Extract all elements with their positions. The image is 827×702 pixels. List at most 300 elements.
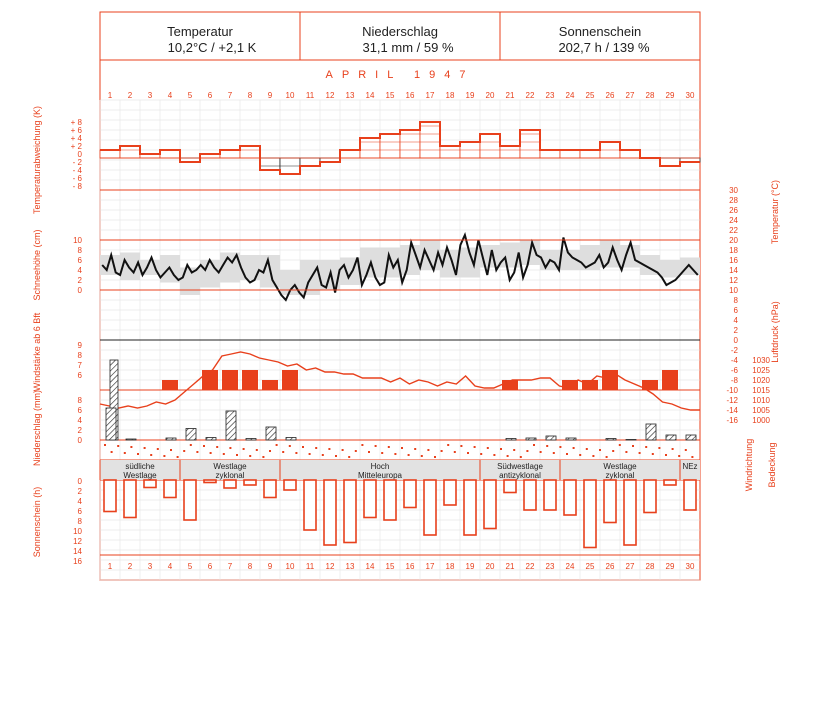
precipitation-bar bbox=[206, 438, 216, 441]
wind-direction-mark bbox=[295, 452, 297, 454]
day-label: 9 bbox=[267, 562, 273, 571]
sunshine-bar bbox=[164, 480, 176, 498]
precipitation-bar bbox=[286, 438, 296, 441]
wind-direction-mark bbox=[177, 456, 179, 458]
sunshine-bar bbox=[404, 480, 416, 508]
weather-type-label: Westlage bbox=[603, 462, 637, 471]
temp-deviation-bar bbox=[120, 146, 140, 158]
precipitation-bar bbox=[126, 439, 136, 440]
temperature-tick: 6 bbox=[733, 306, 738, 315]
temp-deviation-tick: - 4 bbox=[72, 166, 82, 175]
weather-type-label: zyklonal bbox=[605, 471, 635, 480]
day-label: 20 bbox=[485, 562, 495, 571]
temp-deviation-tick: + 2 bbox=[70, 142, 82, 151]
precipitation-bar bbox=[606, 439, 616, 441]
wind-direction-mark bbox=[672, 448, 674, 450]
snow-depth-tick: 0 bbox=[77, 286, 82, 295]
wind-direction-mark bbox=[652, 453, 654, 455]
day-label: 20 bbox=[485, 91, 495, 100]
weather-type-label: antizyklonal bbox=[499, 471, 541, 480]
wind-force-tick: 6 bbox=[77, 371, 82, 380]
wind-direction-mark bbox=[599, 449, 601, 451]
temp-deviation-tick: - 8 bbox=[72, 182, 82, 191]
snow-depth-tick: 6 bbox=[77, 256, 82, 265]
day-label: 7 bbox=[227, 562, 233, 571]
precipitation-bar bbox=[666, 435, 676, 440]
pressure-axis-label: Luftdruck (hPa) bbox=[770, 301, 780, 363]
temperature-range-bar bbox=[660, 260, 680, 278]
day-label: 29 bbox=[665, 91, 675, 100]
wind-direction-mark bbox=[328, 448, 330, 450]
wind-direction-mark bbox=[216, 446, 218, 448]
temp-deviation-bar bbox=[580, 150, 600, 158]
temperature-tick: 20 bbox=[729, 236, 738, 245]
precipitation-bar bbox=[226, 411, 236, 440]
precipitation-axis-label: Niederschlag (mm) bbox=[32, 389, 42, 467]
temp-deviation-bar bbox=[480, 134, 500, 158]
wind-direction-mark bbox=[454, 451, 456, 453]
day-label: 17 bbox=[425, 562, 435, 571]
sunshine-axis-label: Sonnenschein (h) bbox=[32, 486, 42, 558]
temperature-range-bar bbox=[200, 260, 220, 288]
pressure-tick: 1015 bbox=[752, 386, 770, 395]
wind-direction-mark bbox=[302, 446, 304, 448]
day-label: 14 bbox=[365, 91, 375, 100]
sunshine-bar bbox=[684, 480, 696, 510]
wind-direction-mark bbox=[401, 447, 403, 449]
wind-direction-mark bbox=[427, 449, 429, 451]
wind-direction-mark bbox=[111, 451, 113, 453]
day-label: 22 bbox=[525, 562, 535, 571]
temp-deviation-tick: + 4 bbox=[70, 134, 82, 143]
sunshine-bar bbox=[504, 480, 516, 493]
day-label: 30 bbox=[685, 562, 695, 571]
temperature-tick: 14 bbox=[729, 266, 738, 275]
wind-direction-mark bbox=[487, 447, 489, 449]
wind-force-tick: 9 bbox=[77, 341, 82, 350]
temperature-range-bar bbox=[180, 268, 200, 296]
temp-deviation-axis-label: Temperaturabweichung (K) bbox=[32, 105, 42, 215]
wind-direction-mark bbox=[645, 446, 647, 448]
wind-direction-mark bbox=[117, 445, 119, 447]
temperature-tick: -12 bbox=[726, 396, 738, 405]
wind-force-bar bbox=[642, 380, 658, 390]
wind-force-tick: 7 bbox=[77, 361, 82, 370]
wind-direction-mark bbox=[678, 455, 680, 457]
temp-deviation-bar bbox=[240, 146, 260, 158]
precipitation-bar bbox=[546, 436, 556, 440]
day-label: 28 bbox=[645, 91, 655, 100]
weather-type-label: Westlage bbox=[213, 462, 247, 471]
sunshine-tick: 16 bbox=[73, 557, 82, 566]
precipitation-value: 31,1 mm / 59 % bbox=[362, 40, 454, 55]
wind-direction-mark bbox=[262, 456, 264, 458]
sunshine-tick: 8 bbox=[77, 517, 82, 526]
temp-deviation-tick: 0 bbox=[77, 150, 82, 159]
day-label: 12 bbox=[325, 562, 335, 571]
wind-direction-mark bbox=[540, 451, 542, 453]
day-label: 5 bbox=[187, 91, 193, 100]
wind-direction-mark bbox=[421, 455, 423, 457]
day-label: 23 bbox=[545, 562, 555, 571]
wind-direction-mark bbox=[500, 448, 502, 450]
day-label: 24 bbox=[565, 91, 575, 100]
sunshine-bar bbox=[444, 480, 456, 505]
temperature-tick: 30 bbox=[729, 186, 738, 195]
temperature-tick: -10 bbox=[726, 386, 738, 395]
day-label: 4 bbox=[167, 91, 173, 100]
wind-direction-mark bbox=[474, 446, 476, 448]
sunshine-tick: 2 bbox=[77, 487, 82, 496]
day-label: 3 bbox=[147, 91, 153, 100]
precipitation-bar bbox=[626, 440, 636, 441]
wind-direction-mark bbox=[289, 445, 291, 447]
day-label: 9 bbox=[267, 91, 273, 100]
temp-deviation-bar bbox=[160, 150, 180, 158]
wind-direction-mark bbox=[447, 444, 449, 446]
sunshine-tick: 12 bbox=[73, 537, 82, 546]
wind-force-axis-label: Windstärke ab 6 Bft bbox=[32, 312, 42, 392]
wind-direction-mark bbox=[368, 451, 370, 453]
temp-deviation-bar bbox=[440, 146, 460, 158]
pressure-tick: 1025 bbox=[752, 366, 770, 375]
wind-direction-mark bbox=[533, 444, 535, 446]
weather-type-label: Südwestlage bbox=[497, 462, 543, 471]
wind-direction-mark bbox=[480, 453, 482, 455]
wind-force-bar bbox=[502, 380, 518, 390]
sunshine-bar bbox=[144, 480, 156, 488]
wind-direction-mark bbox=[229, 447, 231, 449]
day-label: 7 bbox=[227, 91, 233, 100]
weather-type-label: Westlage bbox=[123, 471, 157, 480]
wind-direction-mark bbox=[210, 452, 212, 454]
temperature-tick: -16 bbox=[726, 416, 738, 425]
temperature-tick: 8 bbox=[733, 296, 738, 305]
day-label: 17 bbox=[425, 91, 435, 100]
temp-deviation-bar bbox=[620, 150, 640, 158]
day-label: 14 bbox=[365, 562, 375, 571]
wind-force-bar bbox=[222, 370, 238, 390]
sunshine-bar bbox=[604, 480, 616, 523]
day-label: 8 bbox=[247, 91, 253, 100]
sunshine-bar bbox=[364, 480, 376, 518]
sunshine-bar bbox=[664, 480, 676, 485]
temp-deviation-bar bbox=[220, 150, 240, 158]
sunshine-bar bbox=[464, 480, 476, 535]
wind-direction-mark bbox=[414, 448, 416, 450]
wind-force-tick: 8 bbox=[77, 351, 82, 360]
weather-type-label: zyklonal bbox=[215, 471, 245, 480]
wind-force-bar bbox=[162, 380, 178, 390]
sunshine-bar bbox=[564, 480, 576, 515]
day-label: 18 bbox=[445, 91, 455, 100]
sunshine-bar bbox=[584, 480, 596, 548]
temperature-tick: 26 bbox=[729, 206, 738, 215]
sunshine-bar bbox=[324, 480, 336, 545]
wind-direction-mark bbox=[124, 452, 126, 454]
day-label: 2 bbox=[127, 91, 133, 100]
precipitation-tick: 6 bbox=[77, 406, 82, 415]
day-label: 26 bbox=[605, 562, 615, 571]
wind-direction-mark bbox=[375, 445, 377, 447]
temperature-tick: -4 bbox=[730, 356, 738, 365]
day-label: 5 bbox=[187, 562, 193, 571]
temperature-tick: 2 bbox=[733, 326, 738, 335]
wind-direction-mark bbox=[249, 455, 251, 457]
wind-direction-mark bbox=[137, 453, 139, 455]
weather-type-label: südliche bbox=[125, 462, 155, 471]
wind-direction-mark bbox=[130, 446, 132, 448]
temperature-tick: 18 bbox=[729, 246, 738, 255]
day-label: 21 bbox=[505, 91, 515, 100]
temperature-tick: 0 bbox=[733, 336, 738, 345]
temp-deviation-bar bbox=[100, 150, 120, 158]
wind-direction-mark bbox=[493, 454, 495, 456]
snow-depth-tick: 4 bbox=[77, 266, 82, 275]
temp-deviation-bar bbox=[380, 134, 400, 158]
sunshine-bar bbox=[284, 480, 296, 490]
day-label: 18 bbox=[445, 562, 455, 571]
sunshine-tick: 14 bbox=[73, 547, 82, 556]
sunshine-bar bbox=[224, 480, 236, 488]
wind-direction-mark bbox=[196, 451, 198, 453]
wind-direction-mark bbox=[639, 452, 641, 454]
sunshine-bar bbox=[644, 480, 656, 513]
wind-direction-mark bbox=[223, 453, 225, 455]
wind-direction-mark bbox=[573, 447, 575, 449]
day-label: 27 bbox=[625, 562, 635, 571]
weather-type-label: NEz bbox=[682, 462, 698, 471]
wind-direction-mark bbox=[144, 447, 146, 449]
temperature-tick: 10 bbox=[729, 286, 738, 295]
sunshine-bar bbox=[244, 480, 256, 485]
precipitation-tick: 4 bbox=[77, 416, 82, 425]
wind-direction-mark bbox=[355, 450, 357, 452]
pressure-tick: 1030 bbox=[752, 356, 770, 365]
wind-direction-mark bbox=[256, 449, 258, 451]
sunshine-tick: 4 bbox=[77, 497, 82, 506]
wind-direction-mark bbox=[170, 449, 172, 451]
wind-direction-mark bbox=[526, 450, 528, 452]
sunshine-value: 202,7 h / 139 % bbox=[558, 40, 650, 55]
sunshine-bar bbox=[384, 480, 396, 520]
day-label: 19 bbox=[465, 562, 475, 571]
temp-deviation-tick: - 6 bbox=[72, 174, 82, 183]
day-label: 25 bbox=[585, 562, 595, 571]
temp-deviation-bar bbox=[540, 150, 560, 158]
day-label: 25 bbox=[585, 91, 595, 100]
snow-depth-tick: 10 bbox=[73, 236, 82, 245]
wind-direction-mark bbox=[434, 456, 436, 458]
wind-direction-mark bbox=[342, 449, 344, 451]
right-axis-ticks bbox=[726, 186, 770, 425]
temp-deviation-bar bbox=[340, 150, 360, 158]
precipitation-tick: 0 bbox=[77, 436, 82, 445]
wind-direction-mark bbox=[348, 456, 350, 458]
temperature-tick: -8 bbox=[730, 376, 738, 385]
wind-force-bar bbox=[282, 370, 298, 390]
wind-direction-mark bbox=[183, 450, 185, 452]
pressure-tick: 1010 bbox=[752, 396, 770, 405]
wind-force-bar bbox=[662, 370, 678, 390]
wind-direction-mark bbox=[322, 454, 324, 456]
wind-direction-mark bbox=[625, 451, 627, 453]
sunshine-bar bbox=[264, 480, 276, 498]
precipitation-bar bbox=[186, 429, 196, 441]
wind-direction-mark bbox=[104, 444, 106, 446]
day-label: 19 bbox=[465, 91, 475, 100]
wind-direction-mark bbox=[381, 452, 383, 454]
day-label: 16 bbox=[405, 562, 415, 571]
sunshine-bar bbox=[104, 480, 116, 512]
day-label: 8 bbox=[247, 562, 253, 571]
wind-direction-mark bbox=[467, 452, 469, 454]
day-label: 11 bbox=[305, 562, 315, 571]
wind-direction-mark bbox=[203, 445, 205, 447]
pressure-tick: 1005 bbox=[752, 406, 770, 415]
wind-direction-mark bbox=[566, 453, 568, 455]
temperature-tick: 28 bbox=[729, 196, 738, 205]
day-label: 2 bbox=[127, 562, 133, 571]
wind-direction-mark bbox=[612, 450, 614, 452]
day-label: 27 bbox=[625, 91, 635, 100]
sunshine-bar bbox=[424, 480, 436, 535]
sunshine-bar bbox=[124, 480, 136, 518]
precipitation-bar bbox=[266, 427, 276, 440]
wind-direction-mark bbox=[309, 453, 311, 455]
pressure-tick: 1000 bbox=[752, 416, 770, 425]
temp-deviation-bar bbox=[560, 150, 580, 158]
temperature-tick: -2 bbox=[730, 346, 738, 355]
temp-deviation-bar bbox=[300, 158, 320, 166]
sunshine-bar bbox=[544, 480, 556, 510]
precipitation-bar bbox=[566, 438, 576, 440]
wind-direction-mark bbox=[586, 448, 588, 450]
temp-deviation-tick: + 6 bbox=[70, 126, 82, 135]
left-axis-ticks bbox=[71, 118, 83, 566]
day-label: 23 bbox=[545, 91, 555, 100]
sunshine-bar bbox=[484, 480, 496, 529]
wind-force-bar bbox=[602, 370, 618, 390]
wind-direction-mark bbox=[685, 449, 687, 451]
wind-direction-mark bbox=[335, 455, 337, 457]
day-label: 16 bbox=[405, 91, 415, 100]
precipitation-bar bbox=[166, 438, 176, 440]
day-label: 13 bbox=[345, 562, 355, 571]
sunshine-bar bbox=[204, 480, 216, 483]
wind-direction-mark bbox=[559, 446, 561, 448]
precipitation-bar bbox=[686, 435, 696, 440]
day-label: 28 bbox=[645, 562, 655, 571]
day-label: 13 bbox=[345, 91, 355, 100]
wind-direction-mark bbox=[276, 444, 278, 446]
wind-direction-mark bbox=[282, 451, 284, 453]
temperature-tick: 22 bbox=[729, 226, 738, 235]
day-label: 4 bbox=[167, 562, 173, 571]
precipitation-bar bbox=[106, 408, 116, 440]
sunshine-tick: 6 bbox=[77, 507, 82, 516]
precipitation-tick: 8 bbox=[77, 396, 82, 405]
wind-force-bar bbox=[262, 380, 278, 390]
wind-direction-mark bbox=[665, 454, 667, 456]
precipitation-bar bbox=[506, 439, 516, 441]
wind-direction-mark bbox=[546, 445, 548, 447]
wind-direction-mark bbox=[150, 454, 152, 456]
wind-force-bar bbox=[582, 380, 598, 390]
sunshine-bar bbox=[184, 480, 196, 520]
wind-direction-mark bbox=[236, 454, 238, 456]
weather-type-label: Mitteleuropa bbox=[357, 471, 403, 480]
wind-direction-mark bbox=[513, 449, 515, 451]
cloud-cover-axis-label: Bedeckung bbox=[767, 442, 777, 488]
wind-direction-mark bbox=[460, 445, 462, 447]
temp-deviation-bar bbox=[420, 122, 440, 158]
day-label: 6 bbox=[207, 562, 213, 571]
wind-direction-mark bbox=[315, 447, 317, 449]
wind-direction-mark bbox=[507, 455, 509, 457]
day-label: 30 bbox=[685, 91, 695, 100]
temp-deviation-bar bbox=[660, 158, 680, 166]
temperature-tick: 16 bbox=[729, 256, 738, 265]
temp-deviation-tick: + 8 bbox=[70, 118, 82, 127]
day-label: 24 bbox=[565, 562, 575, 571]
day-label: 29 bbox=[665, 562, 675, 571]
day-label: 1 bbox=[107, 91, 113, 100]
day-label: 12 bbox=[325, 91, 335, 100]
wind-direction-mark bbox=[394, 453, 396, 455]
snow-depth-axis-label: Schneehöhe (cm) bbox=[32, 229, 42, 301]
month-label: APRIL 1947 bbox=[325, 69, 475, 81]
wind-direction-mark bbox=[408, 454, 410, 456]
wind-direction-mark bbox=[243, 448, 245, 450]
day-label: 10 bbox=[285, 91, 295, 100]
wind-direction-mark bbox=[632, 445, 634, 447]
wind-direction-mark bbox=[269, 450, 271, 452]
snow-depth-tick: 2 bbox=[77, 276, 82, 285]
sunshine-bar bbox=[304, 480, 316, 530]
precipitation-bar bbox=[246, 439, 256, 441]
sunshine-bar bbox=[344, 480, 356, 543]
temperature-axis-label: Temperatur (°C) bbox=[770, 179, 780, 245]
temperature-tick: -14 bbox=[726, 406, 738, 415]
temp-deviation-bar bbox=[260, 158, 280, 170]
wind-direction-mark bbox=[619, 444, 621, 446]
temperature-tick: 12 bbox=[729, 276, 738, 285]
day-label: 15 bbox=[385, 562, 395, 571]
wind-direction-mark bbox=[520, 456, 522, 458]
sunshine-bar bbox=[524, 480, 536, 510]
wind-force-bar bbox=[202, 370, 218, 390]
wind-direction-mark bbox=[691, 456, 693, 458]
precipitation-tick: 2 bbox=[77, 426, 82, 435]
temp-deviation-tick: - 2 bbox=[72, 158, 82, 167]
sunshine-tick: 10 bbox=[73, 527, 82, 536]
wind-direction-mark bbox=[163, 455, 165, 457]
sunshine-title: Sonnenschein bbox=[558, 24, 642, 39]
temp-deviation-bar bbox=[500, 146, 520, 158]
wind-direction-mark bbox=[157, 448, 159, 450]
sunshine-tick: 0 bbox=[77, 477, 82, 486]
sunshine-bar bbox=[624, 480, 636, 545]
day-label: 22 bbox=[525, 91, 535, 100]
wind-force-bar bbox=[242, 370, 258, 390]
wind-direction-mark bbox=[361, 444, 363, 446]
temperature-tick: 4 bbox=[733, 316, 738, 325]
pressure-tick: 1020 bbox=[752, 376, 770, 385]
day-label: 21 bbox=[505, 562, 515, 571]
snow-depth-tick: 8 bbox=[77, 246, 82, 255]
weather-type-label: Hoch bbox=[370, 462, 390, 471]
